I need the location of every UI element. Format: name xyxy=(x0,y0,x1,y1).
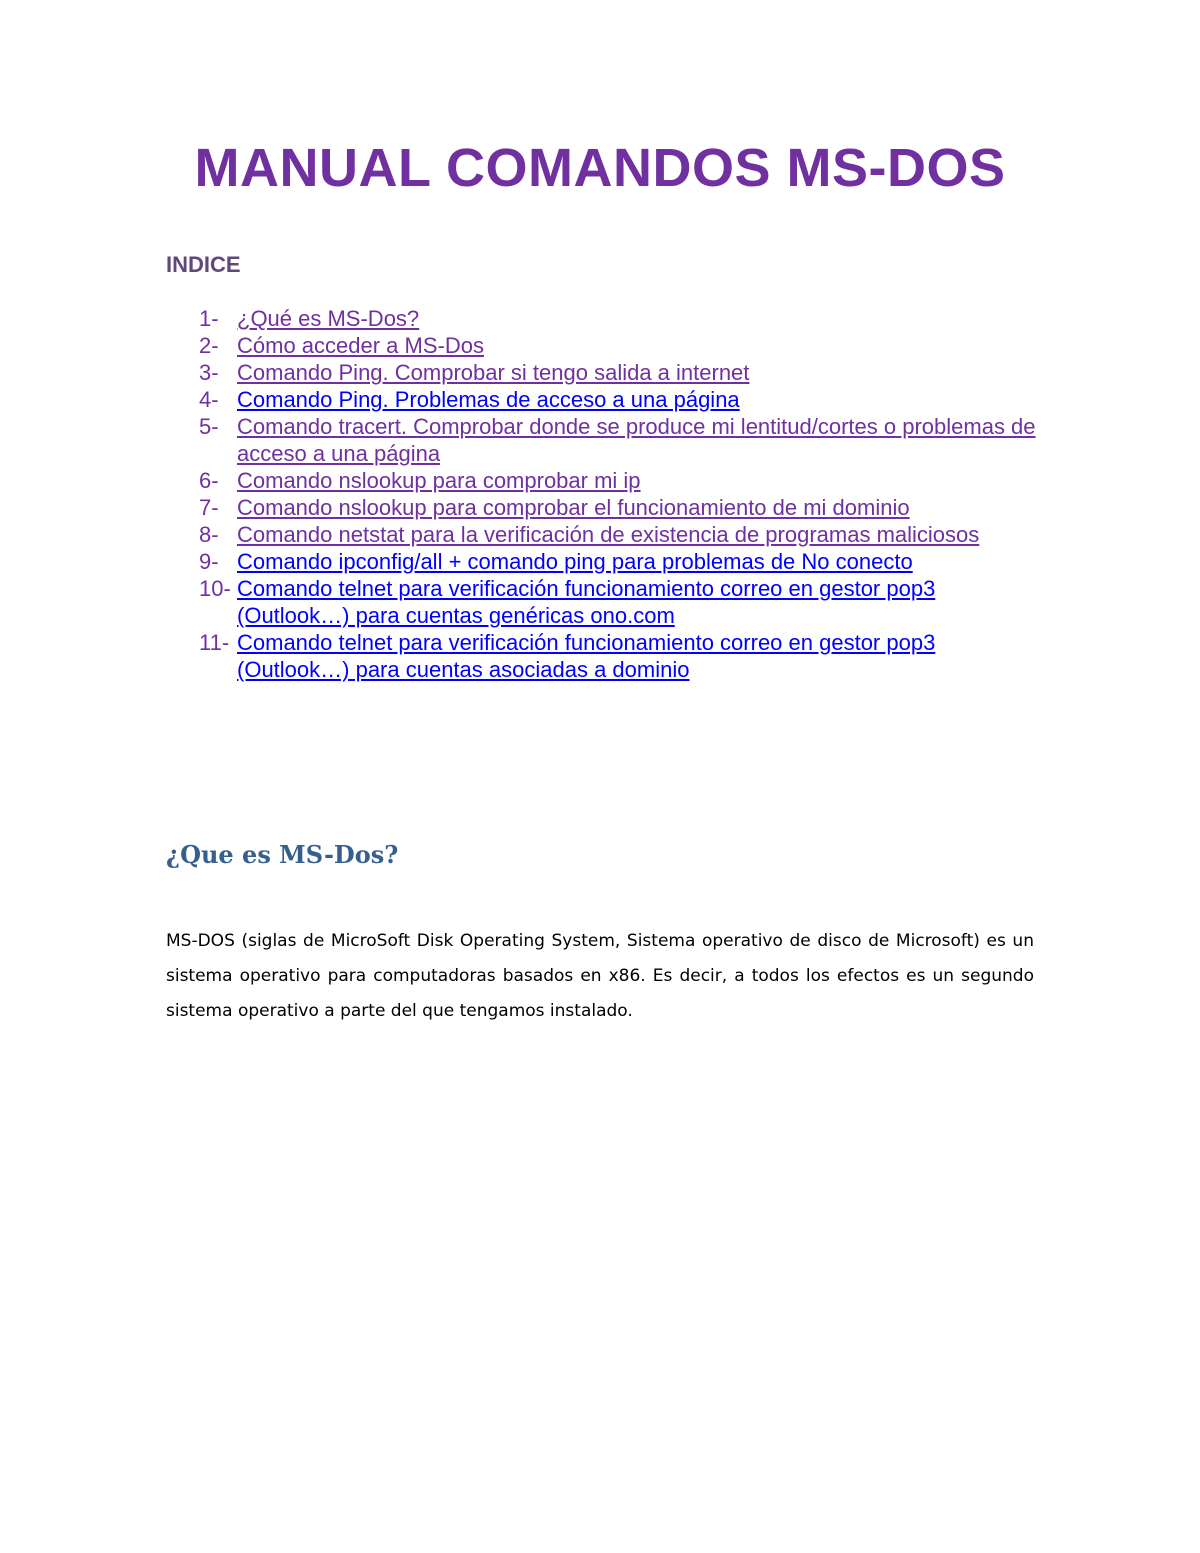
section-heading: ¿Que es MS-Dos? xyxy=(166,840,399,869)
toc-item-2 xyxy=(166,332,1046,359)
toc-link-telnet-dominio[interactable]: Comando telnet para verificación funcionamiento correo en gestor pop3 (Outlook…) para cuentas asociadas a dominio xyxy=(237,630,936,682)
toc-link-tracert[interactable]: Comando tracert. Comprobar donde se produce mi lentitud/cortes o problemas de acceso a una página xyxy=(237,414,1036,466)
toc-link-telnet-ono[interactable]: Comando telnet para verificación funcionamiento correo en gestor pop3 (Outlook…) para cuentas genéricas ono.com xyxy=(237,576,936,628)
section-body-paragraph: MS-DOS (siglas de MicroSoft Disk Operating System, Sistema operativo de disco de Microsoft) es un sistema operativo para computadoras basados en x86. Es decir, a todos los efectos es un segundo sistema operativo a parte del que tengamos instalado. xyxy=(166,931,1034,1021)
toc-item-9 xyxy=(166,548,1046,575)
toc-number: 7- xyxy=(199,495,219,520)
toc-item-11 xyxy=(166,629,1046,683)
toc-item-1 xyxy=(166,305,1046,332)
toc-item-4 xyxy=(166,386,1046,413)
toc-link-como-acceder[interactable]: Cómo acceder a MS-Dos xyxy=(237,333,484,358)
toc-item-10 xyxy=(166,575,1046,629)
toc-item-6 xyxy=(166,467,1046,494)
toc-item-3 xyxy=(166,359,1046,386)
toc-number: 10- xyxy=(199,576,231,601)
toc-link-netstat[interactable]: Comando netstat para la verificación de existencia de programas maliciosos xyxy=(237,522,980,547)
toc-link-ipconfig[interactable]: Comando ipconfig/all + comando ping para problemas de No conecto xyxy=(237,549,913,574)
toc-number: 1- xyxy=(199,306,219,331)
toc-number: 4- xyxy=(199,387,219,412)
toc-number: 11- xyxy=(199,630,230,655)
index-heading: INDICE xyxy=(166,252,241,277)
document-title: MANUAL COMANDOS MS-DOS xyxy=(194,138,1006,198)
toc-number: 6- xyxy=(199,468,219,493)
toc-link-nslookup-dominio[interactable]: Comando nslookup para comprobar el funcionamiento de mi dominio xyxy=(237,495,910,520)
table-of-contents xyxy=(166,305,1046,683)
toc-number: 9- xyxy=(199,549,219,574)
toc-number: 5- xyxy=(199,414,219,439)
toc-number: 2- xyxy=(199,333,219,358)
toc-item-8 xyxy=(166,521,1046,548)
toc-link-ping-salida[interactable]: Comando Ping. Comprobar si tengo salida a internet xyxy=(237,360,750,385)
toc-link-ping-problemas[interactable]: Comando Ping. Problemas de acceso a una página xyxy=(237,387,740,412)
toc-item-5 xyxy=(166,413,1046,467)
toc-number: 3- xyxy=(199,360,219,385)
toc-link-que-es-msdos[interactable]: ¿Qué es MS-Dos? xyxy=(237,306,420,331)
toc-number: 8- xyxy=(199,522,219,547)
toc-item-7 xyxy=(166,494,1046,521)
toc-link-nslookup-ip[interactable]: Comando nslookup para comprobar mi ip xyxy=(237,468,641,493)
